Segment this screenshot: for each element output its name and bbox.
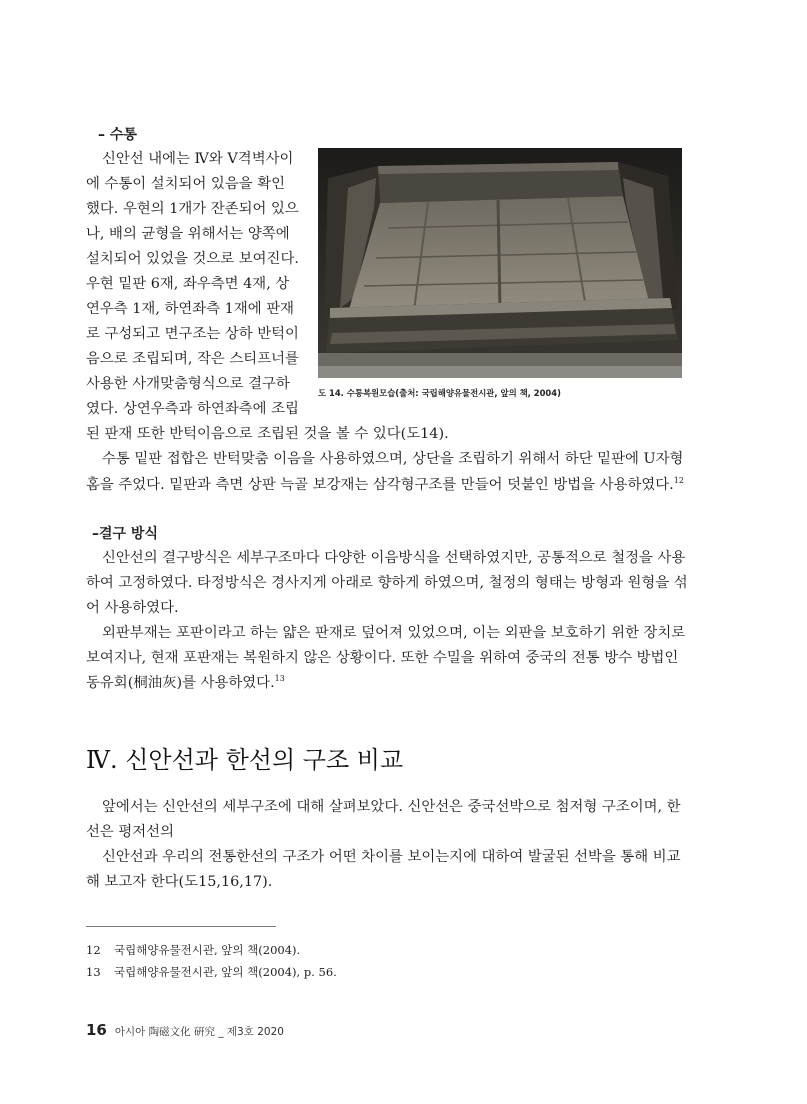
text-line: 선은 평저선의 [86,824,174,840]
chapter-heading: Ⅳ. 신안선과 한선의 구조 비교 [86,746,404,774]
text-line-content: 동유회(桐油灰)를 사용하였다. [86,675,275,691]
footnote-ref: 12 [673,476,684,485]
figure-14-caption: 도 14. 수통복원모습(출처: 국립해양유물전시관, 앞의 책, 2004) [318,388,561,398]
text-line: 로 구성되고 면구조는 상하 반턱이 [86,326,299,342]
text-line: 신안선의 결구방식은 세부구조마다 다양한 이음방식을 선택하였지만, 공통적으로 철정을 사용 [102,550,686,566]
text-line: 신안선과 우리의 전통한선의 구조가 어떤 차이를 보이는지에 대하여 발굴된 선박을 통해 비교 [102,849,681,865]
footnote-divider [86,926,276,927]
footnote-item [86,943,300,957]
text-line: 연우측 1재, 하연좌측 1재에 판재 [86,301,295,317]
footnote-number: 12 [86,943,101,957]
footnote-number: 13 [86,965,101,979]
text-line: 했다. 우현의 1개가 잔존되어 있으 [86,201,299,217]
text-line: 어 사용하였다. [86,600,179,616]
text-line: 된 판재 또한 반턱이음으로 조립된 것을 볼 수 있다(도14). [86,426,449,442]
text-line: 나, 배의 균형을 위해서는 양쪽에 [86,226,290,242]
text-line: 하여 고정하였다. 타정방식은 경사지게 아래로 향하게 하였으며, 철정의 형태는 방형과 원형을 섞 [86,575,688,591]
footnote-text: 국립해양유물전시관, 앞의 책(2004), p. 56. [114,965,337,979]
page-number: 16 [86,1021,107,1039]
text-line: 해 보고자 한다(도15,16,17). [86,874,273,890]
text-line: 우현 밑판 6재, 좌우측면 4재, 상 [86,276,290,292]
text-line [86,673,285,694]
text-line: 보여지나, 현재 포판재는 복원하지 않은 상황이다. 또한 수밀을 위하여 중국의 전통 방수 방법인 [86,650,679,666]
subsection-title-joint-method: –결구 방식 [92,526,158,542]
text-line: 앞에서는 신안선의 세부구조에 대해 살펴보았다. 신안선은 중국선박으로 첨저형 구조이며, 한 [102,799,681,815]
text-line: 음으로 조립되며, 작은 스티프너를 [86,351,299,367]
footnote-item [86,965,337,979]
text-line: 사용한 사개맞춤형식으로 결구하 [86,376,290,392]
text-line: 외판부재는 포판이라고 하는 얇은 판재로 덮어져 있었으며, 이는 외판을 보호하기 위한 장치로 [102,625,686,641]
text-line [86,475,684,496]
text-line: 에 수통이 설치되어 있음을 확인 [86,176,286,192]
water-tank-photo-image [318,148,682,378]
page-footer [86,1021,284,1039]
footnote-ref: 13 [274,674,285,683]
text-line: 신안선 내에는 Ⅳ와 Ⅴ격벽사이 [102,151,294,167]
text-line: 설치되어 있었을 것으로 보여진다. [86,251,299,267]
journal-title: 아시아 陶磁文化 硏究 _ 제3호 2020 [114,1026,284,1038]
text-line: 수통 밑판 접합은 반턱맞춤 이음을 사용하였으며, 상단을 조립하기 위해서 하단 밑판에 U자형 [102,451,684,467]
text-line-content: 홈을 주었다. 밑판과 측면 상판 늑골 보강재는 삼각형구조를 만들어 덧붙인 방법을 사용하였다. [86,477,674,493]
footnote-text: 국립해양유물전시관, 앞의 책(2004). [114,943,301,957]
subsection-title-water-tank: – 수통 [98,127,137,143]
text-line: 였다. 상연우측과 하연좌측에 조립 [86,401,299,417]
figure-14-photo [318,148,682,378]
